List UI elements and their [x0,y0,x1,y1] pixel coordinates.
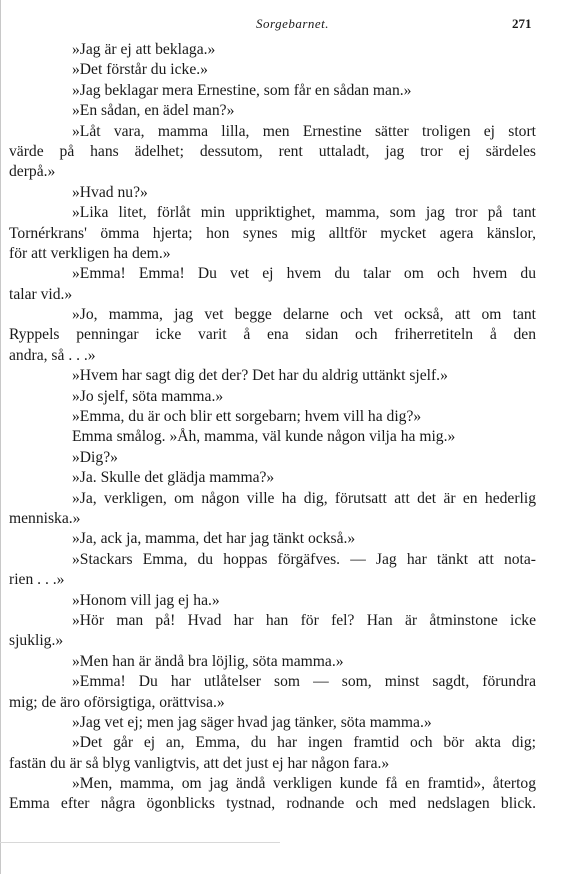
text-line: »Honom vill jag ej ha.» [72,591,220,609]
text-line: »Emma! Du har utlåtelser som — som, minst sagdt, förundra [72,673,536,691]
text-line: derpå.» [9,163,56,181]
text-line: »Ja, ack ja, mamma, det har jag tänkt också.» [72,530,356,548]
text-line: »Emma, du är och blir ett sorgebarn; hvem vill ha dig?» [72,408,422,426]
text-line: »Det förstår du icke.» [72,61,208,79]
text-line: talar vid.» [9,285,73,303]
text-line: Emma smålog. »Åh, mamma, väl kunde någon vilja ha mig.» [72,428,456,446]
page-header [0,14,584,34]
text-line: »Jag är ej att beklaga.» [72,41,216,58]
text-line: sjuklig.» [9,632,64,650]
bottom-rule [0,842,280,843]
text-line: »Lika litet, förlåt min uppriktighet, mamma, som jag tror på tant [72,204,536,222]
text-line: »Jag beklagar mera Ernestine, som får en sådan man.» [72,81,412,99]
text-line: »Ja, verkligen, om någon ville ha dig, förutsatt att det är en hederlig [72,489,536,507]
text-line: »Det går ej an, Emma, du har ingen framtid och bör akta dig; [72,734,536,752]
running-title: Sorgebarnet. [256,16,330,31]
text-line: rien . . .» [9,571,65,589]
text-line: värde på hans ädelhet; dessutom, rent uttaladt, jag tror ej särdeles [9,142,536,160]
text-line: Ryppels penningar icke varit å ena sidan och friherretiteln å den [9,326,536,344]
page-edge [0,0,1,874]
text-line: andra, så . . .» [9,346,96,364]
text-line: »Jo sjelf, söta mamma.» [72,387,224,405]
text-line: »Jo, mamma, jag vet begge delarne och vet också, att om tant [72,306,536,324]
text-line: fastän du är så blyg vanligtvis, att det just ej har någon fara.» [9,754,390,772]
text-line: »Hör man på! Hvad har han för fel? Han är åtminstone icke [72,611,536,629]
text-line: Tornérkrans' ömma hjerta; hon synes mig alltför mycket agera känslor, [9,224,536,242]
text-line: »Men, mamma, om jag ändå verkligen kunde få en framtid», återtog [72,775,536,793]
text-line: menniska.» [9,509,81,527]
text-line: mig; de äro oförsigtiga, orättvisa.» [9,693,225,711]
text-line: »Hvem har sagt dig det der? Det har du aldrig uttänkt sjelf.» [72,367,448,385]
text-line: »Jag vet ej; men jag säger hvad jag tänker, söta mamma.» [72,713,432,731]
text-line: Emma efter några ögonblicks tystnad, rodnande och med nedslagen blick. [9,795,536,813]
text-line: för att verkligen ha dem.» [9,244,171,262]
body-text [9,40,536,815]
page-number: 271 [512,16,532,31]
text-line: »Hvad nu?» [72,183,148,201]
text-line: »Stackars Emma, du hoppas förgäfves. — Jag har tänkt att nota- [72,550,536,568]
text-line: »Emma! Emma! Du vet ej hvem du talar om och hvem du [72,265,536,283]
text-line: »Dig?» [72,448,118,466]
text-line: »Men han är ändå bra löjlig, söta mamma.» [72,652,344,670]
text-line: »Ja. Skulle det glädja mamma?» [72,469,275,487]
text-line: »Låt vara, mamma lilla, men Ernestine sätter troligen ej stort [72,122,536,140]
text-line: »En sådan, en ädel man?» [72,102,235,120]
